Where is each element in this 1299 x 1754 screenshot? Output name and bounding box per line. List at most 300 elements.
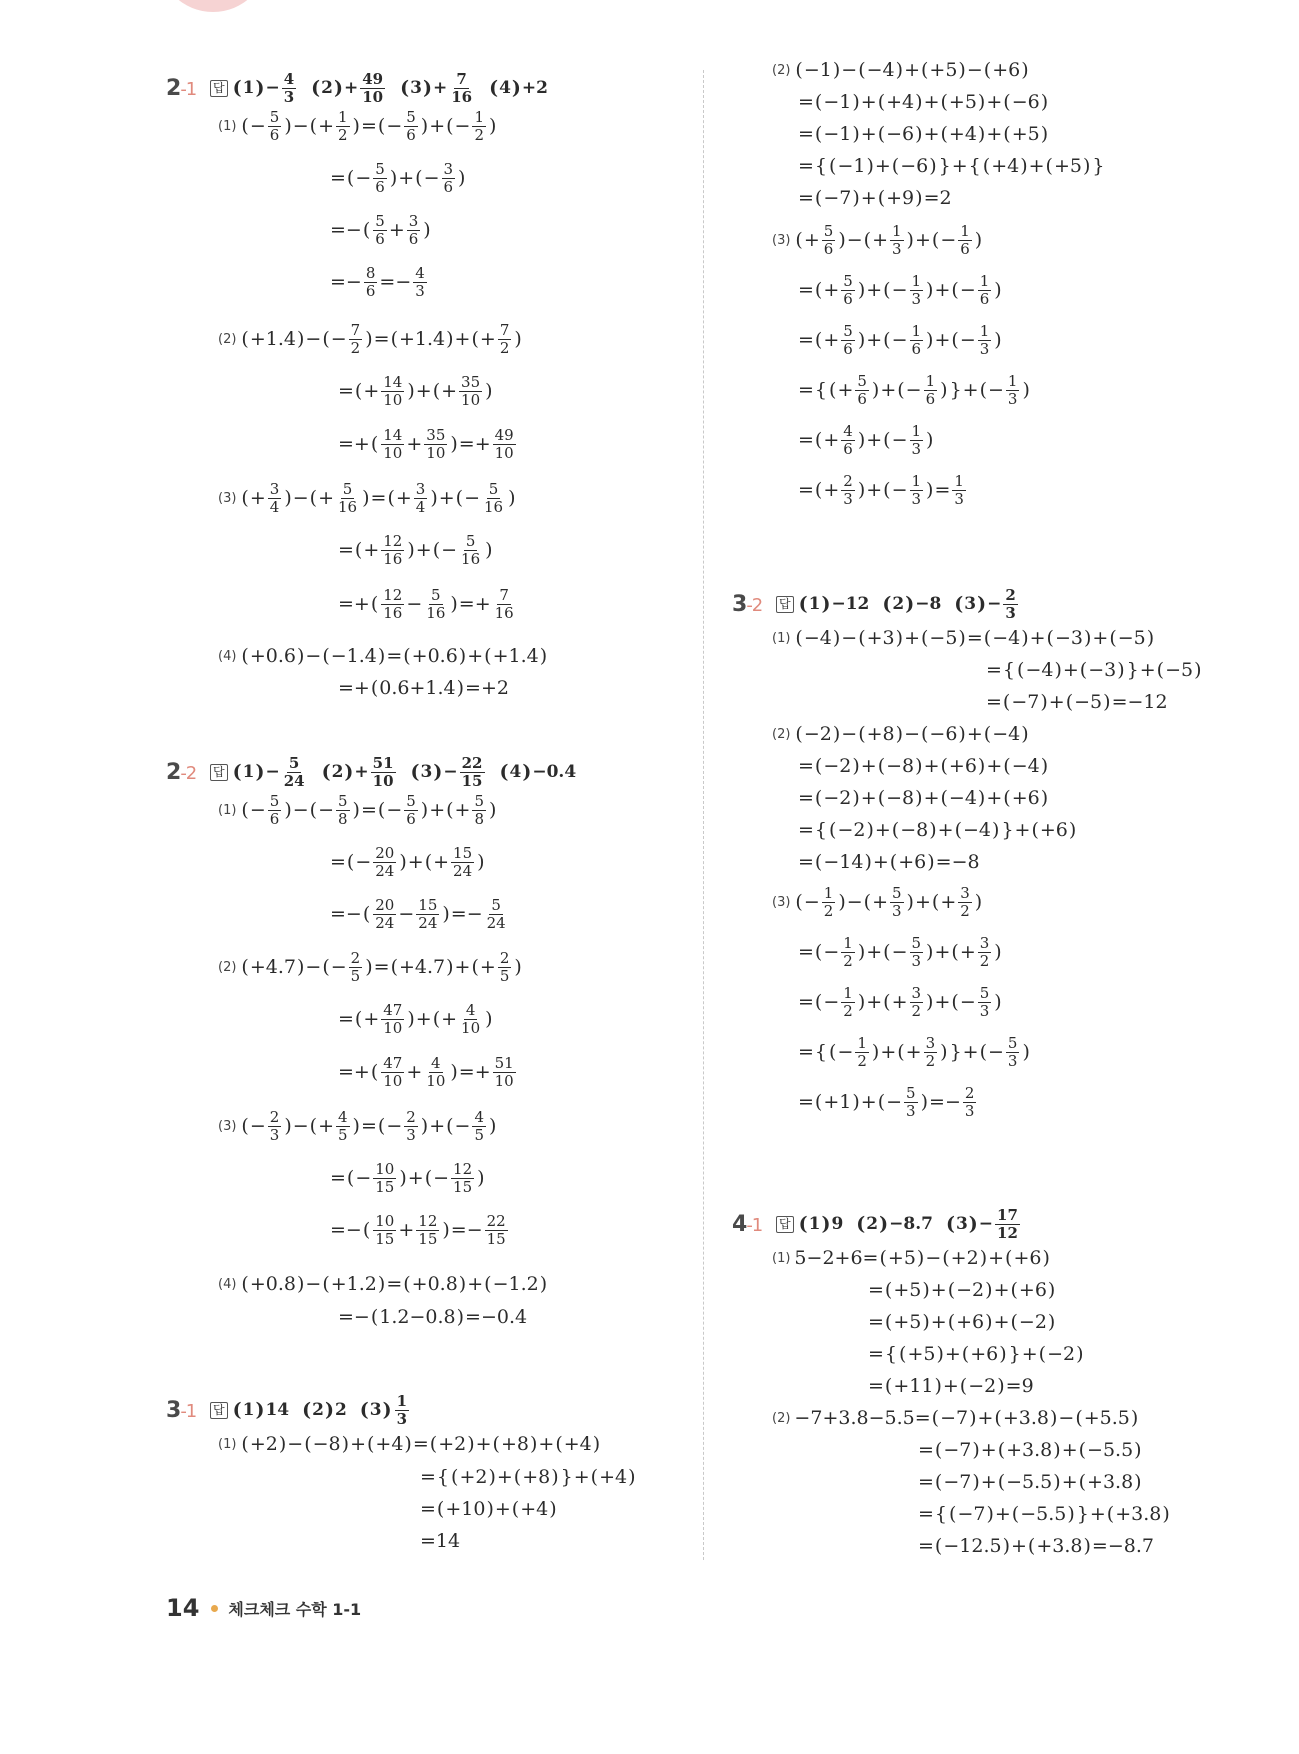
part-label: (3) [772, 894, 791, 910]
denominator: 4 [415, 497, 426, 516]
denominator: 10 [461, 390, 481, 409]
fraction [498, 322, 512, 357]
denominator: 10 [383, 1018, 403, 1037]
fraction [958, 885, 972, 920]
numerator: 1 [843, 983, 853, 1002]
fraction [404, 793, 418, 828]
denominator: 12 [997, 1223, 1018, 1242]
solution-line: (1) 5 − 2 + 6 = ( + 5 ) − ( + 2 ) + ( + 6 ) [772, 1247, 1050, 1269]
answer-tag: 답 [776, 1216, 794, 1233]
fraction [268, 109, 282, 144]
fraction [890, 885, 904, 920]
answer-key-item: ( 3 ) − $\frac{2}{3}$ [954, 585, 1016, 622]
numerator: 5 [906, 1083, 916, 1102]
denominator: 2 [843, 1001, 853, 1020]
numerator: 1 [960, 221, 970, 240]
denominator: 6 [406, 125, 416, 144]
solution-line: = − ( 1.2 − 0.8 ) = − 0.4 [338, 1306, 528, 1328]
denominator: 2 [925, 1051, 936, 1070]
solution-line: = ( − $\frac{10}{15}$ ) + ( − $\frac{12}{15}$ ) [330, 1159, 485, 1196]
numerator: 14 [383, 425, 403, 444]
solution-line: = + ( 0.6 + 1.4 ) = + 2 [338, 677, 509, 699]
solution-line: = ( − $\frac{20}{24}$ ) + ( + $\frac{15}{24}$ ) [330, 843, 485, 880]
fraction [424, 427, 447, 462]
fraction [460, 755, 485, 790]
numerator: 2 [499, 948, 510, 967]
footer-bullet-icon [211, 1605, 218, 1612]
numerator: 1 [892, 221, 902, 240]
answer-key-item: ( 4 ) + 2 [489, 77, 548, 99]
corner-decoration [158, 0, 268, 12]
denominator: 10 [426, 1071, 446, 1090]
page-number: 14 [166, 1594, 200, 1622]
denominator: 6 [979, 289, 990, 308]
denominator: 24 [375, 861, 395, 880]
fraction [449, 71, 474, 106]
solution-line: (2) ( + 4.7 ) − ( − $\frac{2}{5}$ ) = ( + 4.7 ) + ( + $\frac{2}{5}$ ) [218, 948, 522, 985]
fraction [841, 423, 855, 458]
numerator: 1 [911, 421, 922, 440]
problem-subnumber: -1 [180, 1400, 197, 1422]
fraction [442, 161, 456, 196]
numerator: 5 [911, 933, 922, 952]
solution-line: (2) ( − 1 ) − ( − 4 ) + ( + 5 ) − ( + 6 ) [772, 59, 1029, 81]
fraction [336, 109, 350, 144]
solution-line: = { ( − 2 ) + ( − 8 ) + ( − 4 ) } + ( + 6 ) [798, 819, 1077, 841]
fraction [416, 897, 439, 932]
numerator: 5 [843, 321, 853, 340]
numerator: 1 [911, 471, 922, 490]
solution-line: = ( + $\frac{12}{16}$ ) + ( − $\frac{5}{16}$ ) [338, 531, 493, 568]
solution-line: = ( + $\frac{5}{6}$ ) + ( − $\frac{1}{3}$ ) + ( − $\frac{1}{6}$ ) [798, 271, 1002, 308]
numerator: 7 [350, 320, 361, 339]
numerator: 35 [461, 372, 481, 391]
numerator: 5 [431, 585, 441, 604]
solution-line: = + ( $\frac{14}{10}$ + $\frac{35}{10}$ ) = + $\frac{49}{10}$ [338, 425, 514, 462]
fraction [493, 587, 516, 622]
numerator: 3 [408, 211, 419, 230]
numerator: 2 [350, 948, 361, 967]
denominator: 6 [406, 809, 416, 828]
fraction [485, 1213, 508, 1248]
problem-header [166, 68, 560, 108]
solution-line: = ( + 5 ) + ( + 6 ) + ( − 2 ) [868, 1311, 1056, 1333]
denominator: 3 [911, 489, 922, 508]
solution-line: = 14 [420, 1530, 461, 1552]
denominator: 24 [283, 771, 305, 790]
fraction [373, 897, 396, 932]
denominator: 2 [857, 1051, 867, 1070]
fraction [424, 587, 447, 622]
numerator: 7 [499, 585, 509, 604]
answer-key-item: ( 3 ) $\frac{1}{3}$ [359, 1391, 408, 1428]
denominator: 6 [375, 229, 385, 248]
denominator: 2 [823, 901, 834, 920]
denominator: 16 [461, 549, 481, 568]
part-label: (1) [218, 118, 237, 134]
fraction [924, 373, 938, 408]
fraction [1006, 373, 1020, 408]
denominator: 3 [406, 1125, 416, 1144]
denominator: 3 [396, 1409, 408, 1428]
fraction [822, 885, 836, 920]
part-label: (1) [772, 630, 791, 646]
numerator: 17 [997, 1205, 1018, 1224]
fraction [498, 950, 512, 985]
numerator: 20 [375, 895, 395, 914]
denominator: 16 [484, 497, 504, 516]
denominator: 10 [362, 87, 384, 106]
denominator: 4 [269, 497, 280, 516]
answer-key-item: ( 3 ) + $\frac{7}{16}$ [400, 69, 473, 106]
problem-header [166, 752, 588, 792]
numerator: 2 [1005, 585, 1016, 604]
problem-number: 2-1 [166, 75, 197, 101]
numerator: 3 [925, 1033, 936, 1052]
numerator: 1 [979, 271, 990, 290]
fraction [472, 793, 486, 828]
part-label: (2) [218, 959, 237, 975]
denominator: 8 [474, 809, 485, 828]
solution-line: (3) ( − $\frac{2}{3}$ ) − ( + $\frac{4}{5}$ ) = ( − $\frac{2}{3}$ ) + ( − $\frac{4}{5}$ ) [218, 1107, 497, 1144]
fraction [459, 374, 482, 409]
numerator: 5 [488, 479, 499, 498]
numerator: 4 [474, 1107, 485, 1126]
denominator: 3 [269, 1125, 280, 1144]
numerator: 5 [288, 753, 300, 772]
numerator: 3 [911, 983, 922, 1002]
problem-number: 4-1 [732, 1211, 763, 1237]
numerator: 2 [843, 471, 853, 490]
denominator: 10 [494, 443, 514, 462]
denominator: 15 [461, 771, 483, 790]
fraction [373, 213, 387, 248]
part-label: (1) [218, 802, 237, 818]
numerator: 51 [372, 753, 394, 772]
fraction [451, 1161, 474, 1196]
column-divider [703, 70, 704, 1560]
fraction [910, 323, 924, 358]
denominator: 10 [372, 771, 394, 790]
solution-line: = ( − 1 ) + ( + 4 ) + ( + 5 ) + ( − 6 ) [798, 91, 1049, 113]
denominator: 3 [906, 1101, 916, 1120]
denominator: 10 [461, 1018, 481, 1037]
numerator: 1 [925, 371, 936, 390]
denominator: 10 [426, 443, 446, 462]
fraction [952, 473, 966, 508]
numerator: 4 [415, 263, 425, 282]
solution-line: = ( − $\frac{5}{6}$ ) + ( − $\frac{3}{6}$ ) [330, 159, 466, 196]
solution-line: = { ( − 7 ) + ( − 5.5 ) } + ( + 3.8 ) [918, 1503, 1170, 1525]
numerator: 4 [465, 1000, 476, 1019]
fraction [373, 1161, 396, 1196]
solution-line: = ( + $\frac{47}{10}$ ) + ( + $\frac{4}{10}$ ) [338, 1000, 493, 1037]
problem-number: 2-2 [166, 759, 197, 785]
fraction [958, 223, 972, 258]
denominator: 15 [375, 1229, 395, 1248]
solution-line: (3) ( + $\frac{3}{4}$ ) − ( + $\frac{5}{16}$ ) = ( + $\frac{3}{4}$ ) + ( − $\frac{5}{16}$ ) [218, 479, 516, 516]
solution-line: = { ( − 1 ) + ( − 6 ) } + { ( + 4 ) + ( + 5 ) } [798, 155, 1105, 177]
numerator: 5 [892, 883, 902, 902]
denominator: 6 [857, 389, 867, 408]
numerator: 4 [431, 1053, 441, 1072]
solution-line: = − ( $\frac{5}{6}$ + $\frac{3}{6}$ ) [330, 211, 431, 248]
numerator: 4 [338, 1107, 348, 1126]
solution-line: = ( − 2 ) + ( − 8 ) + ( − 4 ) + ( + 6 ) [798, 787, 1049, 809]
solution-line: (1) ( − 4 ) − ( + 3 ) + ( − 5 ) = ( − 4 ) + ( − 3 ) + ( − 5 ) [772, 627, 1155, 649]
book-title: 체크체크 수학 1-1 [228, 1599, 362, 1619]
solution-line: = { ( + $\frac{5}{6}$ ) + ( − $\frac{1}{6}$ ) } + ( − $\frac{1}{3}$ ) [798, 371, 1030, 408]
solution-line: = ( + 5 ) + ( − 2 ) + ( + 6 ) [868, 1279, 1056, 1301]
numerator: 5 [491, 895, 501, 914]
problem-number: 3-1 [166, 1397, 197, 1423]
numerator: 12 [383, 585, 403, 604]
solution-line: = ( + $\frac{14}{10}$ ) + ( + $\frac{35}{10}$ ) [338, 372, 493, 409]
fraction [855, 1035, 869, 1070]
denominator: 6 [960, 239, 970, 258]
numerator: 10 [375, 1159, 395, 1178]
solution-line: (2) − 7 + 3.8 − 5.5 = ( − 7 ) + ( + 3.8 ) − ( + 5.5 ) [772, 1407, 1139, 1429]
denominator: 3 [911, 439, 922, 458]
numerator: 5 [823, 221, 834, 240]
fraction [407, 213, 421, 248]
fraction [841, 323, 855, 358]
solution-line: (3) ( − $\frac{1}{2}$ ) − ( + $\frac{5}{3}$ ) + ( + $\frac{3}{2}$ ) [772, 883, 983, 920]
numerator: 1 [1007, 371, 1018, 390]
solution-line: = ( + 10 ) + ( + 4 ) [420, 1498, 557, 1520]
solution-line: (4) ( + 0.6 ) − ( − 1.4 ) = ( + 0.6 ) + ( + 1.4 ) [218, 645, 548, 667]
denominator: 6 [365, 281, 376, 300]
fraction [855, 373, 869, 408]
answer-key-item: ( 2 ) 2 [302, 1399, 347, 1421]
denominator: 6 [843, 439, 853, 458]
fraction [472, 109, 486, 144]
solution-line: = ( − $\frac{1}{2}$ ) + ( − $\frac{5}{3}$ ) + ( + $\frac{3}{2}$ ) [798, 933, 1002, 970]
denominator: 5 [338, 1125, 348, 1144]
solution-line: (1) ( − $\frac{5}{6}$ ) − ( − $\frac{5}{8}$ ) = ( − $\frac{5}{6}$ ) + ( + $\frac{5}{8}$ ) [218, 791, 497, 828]
part-label: (3) [772, 232, 791, 248]
denominator: 6 [408, 229, 419, 248]
denominator: 10 [383, 1071, 403, 1090]
denominator: 10 [383, 390, 403, 409]
denominator: 6 [823, 239, 834, 258]
denominator: 10 [383, 443, 403, 462]
fraction [482, 481, 505, 516]
solution-line: = + ( $\frac{12}{16}$ − $\frac{5}{16}$ ) = + $\frac{7}{16}$ [338, 585, 514, 622]
numerator: 3 [960, 883, 970, 902]
numerator: 5 [843, 271, 853, 290]
fraction [841, 935, 855, 970]
fraction [336, 481, 359, 516]
answer-tag: 답 [776, 596, 794, 613]
fraction [381, 1002, 404, 1037]
solution-line: = ( − 2 ) + ( − 8 ) + ( + 6 ) + ( − 4 ) [798, 755, 1049, 777]
fraction [493, 427, 516, 462]
denominator: 5 [499, 966, 510, 985]
numerator: 3 [979, 933, 990, 952]
numerator: 4 [283, 69, 295, 88]
denominator: 2 [960, 901, 970, 920]
solution-line: = ( − 12.5 ) + ( + 3.8 ) = − 8.7 [918, 1535, 1154, 1557]
fraction [413, 265, 427, 300]
fraction [360, 71, 385, 106]
solution-line: = ( − 7 ) + ( − 5.5 ) + ( + 3.8 ) [918, 1471, 1142, 1493]
numerator: 5 [342, 479, 353, 498]
solution-line: = ( − $\frac{1}{2}$ ) + ( + $\frac{3}{2}$ ) + ( − $\frac{5}{3}$ ) [798, 983, 1002, 1020]
numerator: 1 [823, 883, 834, 902]
solution-line: (2) ( + 1.4 ) − ( − $\frac{7}{2}$ ) = ( + 1.4 ) + ( + $\frac{7}{2}$ ) [218, 320, 522, 357]
numerator: 22 [461, 753, 483, 772]
solution-line: = { ( + 5 ) + ( + 6 ) } + ( − 2 ) [868, 1343, 1084, 1365]
numerator: 1 [338, 107, 348, 126]
fraction [373, 161, 387, 196]
denominator: 3 [892, 239, 902, 258]
problem-subnumber: -1 [180, 78, 197, 100]
numerator: 12 [383, 531, 403, 550]
part-label: (3) [218, 490, 237, 506]
problem-number: 3-2 [732, 591, 763, 617]
part-label: (4) [218, 648, 237, 664]
numerator: 12 [418, 1211, 438, 1230]
solution-line: = ( + $\frac{5}{6}$ ) + ( − $\frac{1}{6}$ ) + ( − $\frac{1}{3}$ ) [798, 321, 1002, 358]
denominator: 24 [418, 913, 438, 932]
denominator: 3 [911, 289, 922, 308]
numerator: 5 [269, 791, 280, 810]
denominator: 15 [453, 1177, 473, 1196]
fraction [978, 323, 992, 358]
denominator: 3 [954, 489, 964, 508]
numerator: 1 [396, 1391, 408, 1410]
answer-tag: 답 [210, 80, 228, 97]
numerator: 1 [954, 471, 964, 490]
fraction [1006, 1035, 1020, 1070]
numerator: 7 [499, 320, 510, 339]
denominator: 3 [1007, 389, 1018, 408]
part-label: (1) [772, 1250, 791, 1266]
solution-line: = ( − 14 ) + ( + 6 ) = − 8 [798, 851, 980, 873]
fraction [910, 423, 924, 458]
answer-key-item: ( 4 ) − 0.4 [499, 761, 577, 783]
denominator: 3 [979, 1001, 990, 1020]
fraction [404, 109, 418, 144]
numerator: 3 [269, 479, 280, 498]
fraction [459, 533, 482, 568]
numerator: 47 [383, 1053, 403, 1072]
fraction [336, 793, 350, 828]
answer-key-item: ( 2 ) − 8 [882, 593, 942, 615]
solution-line: = − $\frac{8}{6}$ = − $\frac{4}{3}$ [330, 263, 425, 300]
answer-key-item: ( 3 ) − $\frac{17}{12}$ [945, 1205, 1018, 1242]
fraction [910, 473, 924, 508]
numerator: 12 [453, 1159, 473, 1178]
numerator: 35 [426, 425, 446, 444]
denominator: 16 [383, 603, 403, 622]
numerator: 5 [406, 107, 416, 126]
solution-line: = − ( $\frac{20}{24}$ − $\frac{15}{24}$ ) = − $\frac{5}{24}$ [330, 895, 506, 932]
fraction [381, 427, 404, 462]
solution-line: = { ( − 4 ) + ( − 3 ) } + ( − 5 ) [986, 659, 1202, 681]
numerator: 1 [911, 321, 922, 340]
fraction [371, 755, 396, 790]
answer-tag: 답 [210, 1402, 228, 1419]
numerator: 2 [406, 1107, 416, 1126]
fraction [268, 1109, 282, 1144]
solution-line: = ( − 7 ) + ( + 3.8 ) + ( − 5.5 ) [918, 1439, 1142, 1461]
problem-subnumber: -2 [180, 762, 197, 784]
fraction [841, 473, 855, 508]
numerator: 5 [406, 791, 416, 810]
numerator: 22 [486, 1211, 506, 1230]
fraction [978, 273, 992, 308]
fraction [381, 533, 404, 568]
numerator: 51 [494, 1053, 514, 1072]
denominator: 3 [911, 951, 922, 970]
numerator: 5 [979, 983, 990, 1002]
numerator: 47 [383, 1000, 403, 1019]
numerator: 2 [269, 1107, 280, 1126]
denominator: 16 [494, 603, 514, 622]
fraction [822, 223, 836, 258]
fraction [472, 1109, 486, 1144]
denominator: 16 [426, 603, 446, 622]
denominator: 2 [911, 1001, 922, 1020]
fraction [336, 1109, 350, 1144]
fraction [349, 322, 363, 357]
denominator: 3 [964, 1101, 975, 1120]
answer-key-item: ( 1 ) 14 [232, 1399, 290, 1421]
denominator: 2 [499, 338, 510, 357]
fraction [841, 985, 855, 1020]
numerator: 14 [383, 372, 403, 391]
fraction [485, 897, 508, 932]
fraction [381, 587, 404, 622]
solution-line: = ( + $\frac{2}{3}$ ) + ( − $\frac{1}{3}$ ) = $\frac{1}{3}$ [798, 471, 964, 508]
fraction [381, 1055, 404, 1090]
numerator: 5 [1007, 1033, 1018, 1052]
solution-line: (2) ( − 2 ) − ( + 8 ) − ( − 6 ) + ( − 4 ) [772, 723, 1029, 745]
fraction [268, 793, 282, 828]
fraction [404, 1109, 418, 1144]
part-label: (2) [772, 726, 791, 742]
fraction [451, 845, 474, 880]
part-label: (1) [218, 1436, 237, 1452]
fraction [910, 985, 924, 1020]
denominator: 8 [338, 809, 348, 828]
denominator: 3 [843, 489, 853, 508]
denominator: 2 [843, 951, 853, 970]
solution-line: (4) ( + 0.8 ) − ( + 1.2 ) = ( + 0.8 ) + ( − 1.2 ) [218, 1273, 548, 1295]
fraction [978, 935, 992, 970]
fraction [381, 374, 404, 409]
numerator: 1 [979, 321, 990, 340]
answer-key-item: ( 2 ) − 8.7 [856, 1213, 933, 1235]
numerator: 3 [443, 159, 454, 178]
fraction [268, 481, 282, 516]
numerator: 3 [415, 479, 426, 498]
numerator: 5 [269, 107, 280, 126]
numerator: 20 [375, 843, 395, 862]
denominator: 16 [338, 497, 358, 516]
problem-subnumber: -2 [746, 594, 763, 616]
answer-key-item: ( 1 ) 9 [798, 1213, 844, 1235]
denominator: 3 [892, 901, 902, 920]
numerator: 49 [494, 425, 514, 444]
denominator: 15 [418, 1229, 438, 1248]
numerator: 7 [456, 69, 467, 88]
denominator: 3 [415, 281, 425, 300]
numerator: 5 [474, 791, 485, 810]
denominator: 24 [453, 861, 473, 880]
